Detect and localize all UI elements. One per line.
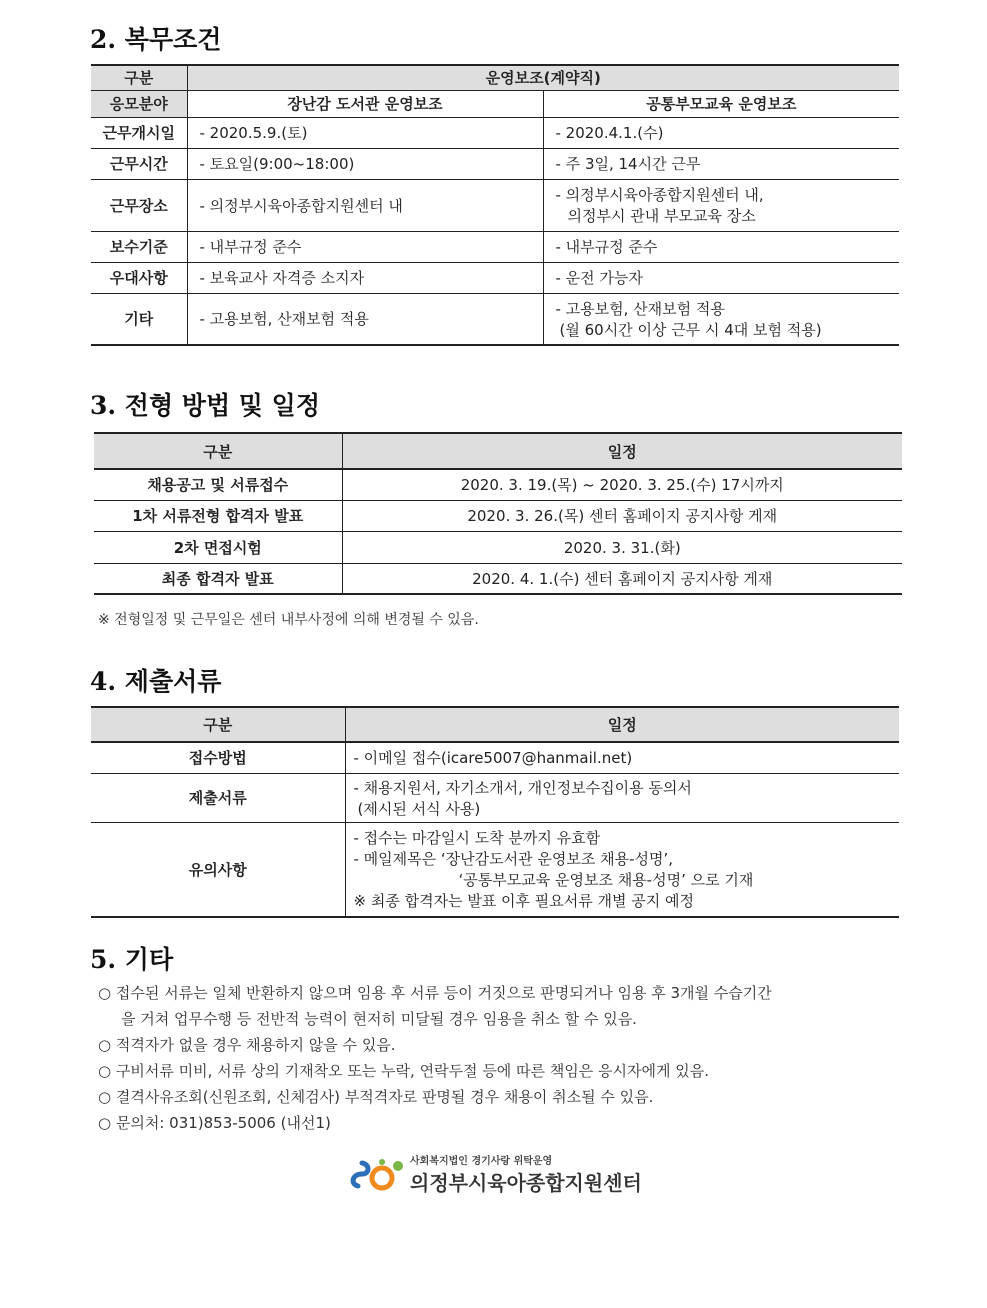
cell-text: - 의정부시육아종합지원센터 내 — [199, 196, 403, 215]
logo-name: 의정부시육아종합지원센터 — [410, 1171, 642, 1195]
cell-text: (제시된 서식 사용) — [357, 799, 481, 818]
th-gubun: 구분 — [91, 707, 345, 742]
list-item-continued: 을 거쳐 업무수행 등 전반적 능력이 현저히 미달될 경우 임용을 취소 할 수 있음. — [121, 1010, 637, 1028]
cell-text: - 운전 가능자 — [555, 269, 643, 287]
row-value: 2020. 3. 19.(목) ~ 2020. 3. 25.(수) 17시까지 — [342, 469, 902, 500]
table-row — [94, 469, 902, 500]
selection-schedule-table — [94, 432, 902, 595]
table-row — [94, 531, 902, 563]
cell-text: - 주 3일, 14시간 근무 — [555, 155, 701, 173]
list-item: ○ 문의처: 031)853-5006 (내선1) — [98, 1114, 331, 1132]
row-label: 1차 서류전형 합격자 발표 — [94, 500, 342, 531]
row-label: 기타 — [91, 293, 187, 345]
row-value: 2020. 4. 1.(수) 센터 홈페이지 공지사항 게재 — [342, 563, 902, 594]
th-group: 운영보조(계약직) — [187, 65, 899, 90]
table-row — [91, 231, 899, 262]
cell-text: 의정부시 관내 부모교육 장소 — [567, 207, 756, 225]
cell-text: - 접수는 마감일시 도착 분까지 유효함 — [353, 829, 601, 848]
cell-text: - 의정부시육아종합지원센터 내, — [555, 186, 764, 204]
misc-list — [98, 980, 908, 1136]
th-col1: 장난감 도서관 운영보조 — [187, 90, 543, 117]
th-schedule: 일정 — [345, 707, 899, 742]
row-label: 근무시간 — [91, 148, 187, 179]
cell-text: - 내부규정 준수 — [555, 238, 658, 256]
row-label: 유의사항 — [91, 822, 345, 917]
documents-table — [91, 706, 899, 918]
section-2-heading: 2. 복무조건 — [90, 25, 222, 54]
cell-text: - 내부규정 준수 — [199, 238, 302, 256]
cell-text: - 2020.5.9.(토) — [199, 124, 308, 142]
list-item: ○ 접수된 서류는 일체 반환하지 않으며 임용 후 서류 등이 거짓으로 판명되거나 임용 후 3개월 수습기간 — [98, 984, 772, 1002]
schedule-note: ※ 전형일정 및 근무일은 센터 내부사정에 의해 변경될 수 있음. — [98, 612, 479, 628]
row-value: 2020. 3. 26.(목) 센터 홈페이지 공지사항 게재 — [342, 500, 902, 531]
th-gubun: 구분 — [91, 65, 187, 90]
row-label: 우대사항 — [91, 262, 187, 293]
table-row — [91, 822, 899, 917]
row-label: 채용공고 및 서류접수 — [94, 469, 342, 500]
table-row — [91, 293, 899, 345]
list-item: ○ 적격자가 없을 경우 채용하지 않을 수 있음. — [98, 1036, 396, 1054]
logo-mark-icon — [348, 1154, 406, 1194]
table-row — [94, 500, 902, 531]
section-4-heading: 4. 제출서류 — [90, 667, 222, 696]
row-value: 2020. 3. 31.(화) — [342, 531, 902, 563]
table-row — [91, 179, 899, 231]
table-row — [91, 773, 899, 822]
th-gubun: 구분 — [94, 433, 342, 469]
th-schedule: 일정 — [342, 433, 902, 469]
cell-text: - 채용지원서, 자기소개서, 개인정보수집이용 동의서 — [353, 778, 692, 797]
cell-text: (월 60시간 이상 근무 시 4대 보험 적용) — [559, 320, 822, 339]
row-label: 제출서류 — [91, 773, 345, 822]
row-label: 최종 합격자 발표 — [94, 563, 342, 594]
th-field: 응모분야 — [91, 90, 187, 117]
table-row — [91, 117, 899, 148]
th-col2: 공통부모교육 운영보조 — [543, 90, 899, 117]
cell-text: - 토요일(9:00~18:00) — [199, 155, 355, 173]
table-row — [94, 563, 902, 594]
logo-subtitle: 사회복지법인 경기사랑 위탁운영 — [410, 1156, 553, 1167]
row-label: 근무장소 — [91, 179, 187, 231]
cell-text: - 2020.4.1.(수) — [555, 124, 664, 142]
cell-text: - 고용보험, 산재보험 적용 — [555, 299, 725, 318]
cell-text: ※ 최종 합격자는 발표 이후 필요서류 개별 공지 예정 — [353, 892, 695, 911]
cell-text: - 보육교사 자격증 소지자 — [199, 269, 365, 287]
table-row — [91, 262, 899, 293]
table-row — [91, 742, 899, 773]
table-row — [91, 148, 899, 179]
cell-text: - 고용보험, 산재보험 적용 — [199, 310, 369, 329]
row-label: 근무개시일 — [91, 117, 187, 148]
list-item: ○ 구비서류 미비, 서류 상의 기재착오 또는 누락, 연락두절 등에 따른 책임은 응시자에게 있음. — [98, 1062, 710, 1080]
row-label: 2차 면접시험 — [94, 531, 342, 563]
cell-text: ‘공통부모교육 운영보조 채용-성명’ 으로 기재 — [458, 871, 754, 890]
row-label: 접수방법 — [91, 742, 345, 773]
center-logo — [348, 1152, 642, 1196]
section-5-heading: 5. 기타 — [90, 945, 174, 974]
cell-text: - 이메일 접수(icare5007@hanmail.net) — [353, 749, 633, 768]
duty-conditions-table — [91, 64, 899, 346]
cell-text: - 메일제목은 ‘장난감도서관 운영보조 채용-성명’, — [353, 850, 674, 869]
list-item: ○ 결격사유조회(신원조회, 신체검사) 부적격자로 판명될 경우 채용이 취소될 수 있음. — [98, 1088, 654, 1106]
row-label: 보수기준 — [91, 231, 187, 262]
section-3-heading: 3. 전형 방법 및 일정 — [90, 391, 320, 420]
